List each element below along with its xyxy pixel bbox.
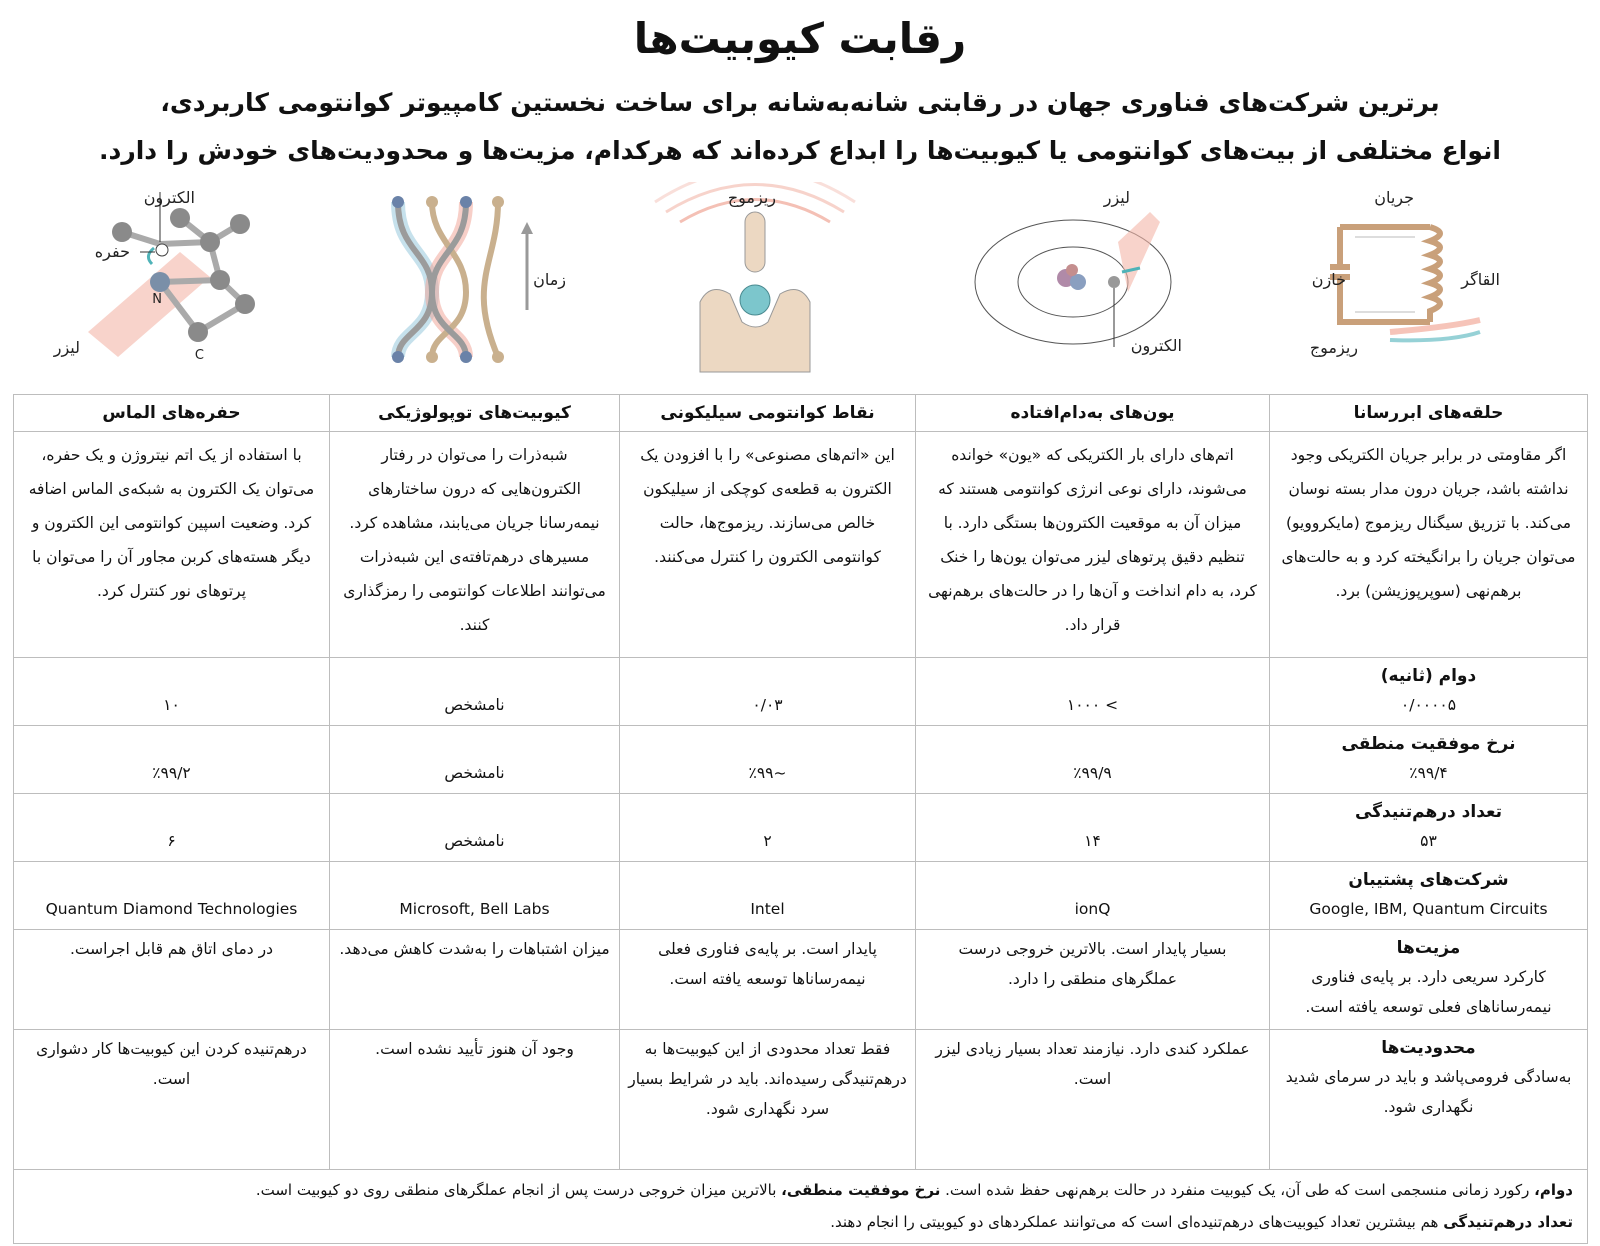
footnote-duration-term: دوام، xyxy=(1534,1181,1573,1199)
description-row xyxy=(14,432,1588,658)
entangled-row xyxy=(14,794,1588,862)
col-header-topological: کیوبیت‌های توپولوژیکی xyxy=(330,395,620,432)
entangled-topological: نامشخص xyxy=(444,832,505,850)
entangled-silicon-dots: ۲ xyxy=(763,832,772,850)
row-label-duration: دوام (ثانیه) xyxy=(1380,666,1477,686)
footnote-duration-def: رکورد زمانی منسجمی است که طی آن، یک کیوبیت منفرد در حالت برهم‌نهی حفظ شده است. xyxy=(940,1181,1535,1199)
cons-silicon-dots: فقط تعداد محدودی از این کیوبیت‌ها به درهم‌تنیدگی رسیده‌اند. باید در شرایط بسیار سرد نگهداری شود. xyxy=(628,1040,907,1118)
duration-trapped-ions: > ۱۰۰۰ xyxy=(1066,696,1119,714)
illustrations-svg xyxy=(0,182,1600,382)
label-inductor: القاگر xyxy=(1461,270,1500,289)
fidelity-silicon-dots: ~٪۹۹ xyxy=(748,764,787,782)
cons-trapped-ions: عملکرد کندی دارد. نیازمند تعداد بسیار زیادی لیزر است. xyxy=(935,1040,1250,1088)
footnote-fidelity-def: بالاترین میزان خروجی درست پس از انجام عملگرهای منطقی روی دو کیوبیت است. xyxy=(255,1181,782,1199)
carbon-atom xyxy=(170,208,190,228)
diamond-laser-beam xyxy=(88,252,210,357)
illustrations-band xyxy=(0,182,1600,382)
topological-braid-illustration xyxy=(392,196,533,363)
label-microwave-sc: ریزموج xyxy=(1309,338,1358,357)
ion-laser-beam xyxy=(1118,212,1160,292)
carbon-atom xyxy=(200,232,220,252)
desc-topological: شبه‌ذرات را می‌توان در رفتار الکترون‌هایی که درون ساختارهای نیمه‌رسانا جریان می‌یابند، مشاهده کرد. مسیرهای درهم‌تافته‌ی این شبه‌ذرات می‌توانند اطلاعات کوانتومی را رمزگذاری کنند. xyxy=(330,432,620,658)
label-c: C xyxy=(194,348,204,363)
footnote-entangled-def: هم بیشترین تعداد کیوبیت‌های درهم‌تنیده‌ای است که می‌توانند عملکردهای دو کیوبیتی را انجام دهند. xyxy=(830,1213,1444,1231)
footnote-fidelity-term: نرخ موفقیت منطقی، xyxy=(781,1181,941,1199)
desc-diamond: با استفاده از یک اتم نیتروژن و یک حفره، می‌توان یک الکترون به شبکه‌ی الماس اضافه کرد. وضعیت اسپین کوانتومی این الکترون و دیگر هسته‌های کربن مجاور آن را می‌توان با پرتوهای نور کنترل کرد. xyxy=(14,432,330,658)
label-electron-ion: الکترون xyxy=(1130,336,1182,355)
label-laser-ion: لیزر xyxy=(1103,188,1130,207)
superconducting-loop-illustration xyxy=(1330,227,1480,340)
pros-topological: میزان اشتباهات را به‌شدت کاهش می‌دهد. xyxy=(339,940,610,958)
pros-silicon-dots: پایدار است. بر پایه‌ی فناوری فعلی نیمه‌رساناها توسعه یافته است. xyxy=(658,940,877,988)
nitrogen-atom xyxy=(150,272,170,292)
duration-silicon-dots: ۰/۰۳ xyxy=(752,696,783,714)
companies-silicon-dots: Intel xyxy=(750,900,785,918)
label-laser-diamond: لیزر xyxy=(53,338,80,357)
pros-row xyxy=(14,930,1588,1030)
carbon-atom xyxy=(210,270,230,290)
desc-trapped-ions: اتم‌های دارای بار الکتریکی که «یون» خوانده می‌شوند، دارای نوعی انرژی کوانتومی هستند که میزان آن به موقعیت الکترون‌ها بستگی دارد. با تنظیم دقیق پرتوهای لیزر می‌توان یون‌ها را خنک کرد، به دام انداخت و آن‌ها را در حالت‌های برهم‌نهی قرار داد. xyxy=(916,432,1270,658)
fidelity-diamond: ٪۹۹/۲ xyxy=(152,764,191,782)
col-header-superconducting: حلقه‌های ابررسانا xyxy=(1270,395,1588,432)
ion-electron xyxy=(1108,276,1120,288)
diamond-vacancy-illustration xyxy=(88,192,255,357)
duration-topological: نامشخص xyxy=(444,696,505,714)
cons-row xyxy=(14,1030,1588,1170)
pros-superconducting: کارکرد سریعی دارد. بر پایه‌ی فناوری نیمه‌رساناهای فعلی توسعه یافته است. xyxy=(1305,968,1552,1016)
label-microwave-si: ریزموج xyxy=(727,188,776,207)
companies-trapped-ions: ionQ xyxy=(1074,900,1111,918)
header-row xyxy=(14,395,1588,432)
subtitle-line-1: برترین شرکت‌های فناوری جهان در رقابتی شانه‌به‌شانه برای ساخت نخستین کامپیوتر کوانتومی کاربردی، xyxy=(160,88,1440,117)
companies-superconducting: Google, IBM, Quantum Circuits xyxy=(1309,900,1548,918)
col-header-trapped-ions: یون‌های به‌دام‌افتاده xyxy=(916,395,1270,432)
entangled-superconducting: ۵۳ xyxy=(1420,832,1437,850)
carbon-atom xyxy=(112,222,132,242)
fidelity-topological: نامشخص xyxy=(444,764,505,782)
cons-diamond: درهم‌تنیده کردن این کیوبیت‌ها کار دشواری است. xyxy=(36,1040,307,1088)
carbon-atom xyxy=(188,322,208,342)
pros-diamond: در دمای اتاق هم قابل اجراست. xyxy=(69,940,273,958)
companies-row xyxy=(14,862,1588,930)
duration-superconducting: ۰/۰۰۰۰۵ xyxy=(1400,696,1457,714)
silicon-dot-illustration xyxy=(655,182,855,372)
electron-dot xyxy=(740,285,770,315)
label-time: زمان xyxy=(533,270,566,289)
entangled-diamond: ۶ xyxy=(167,832,176,850)
inductor-coil xyxy=(1430,227,1440,322)
label-capacitor: خازن xyxy=(1311,270,1346,289)
vacancy-hole xyxy=(156,244,168,256)
row-label-fidelity: نرخ موفقیت منطقی xyxy=(1341,734,1516,754)
fidelity-superconducting: ٪۹۹/۴ xyxy=(1409,764,1448,782)
footnote-row xyxy=(14,1170,1588,1244)
entangled-trapped-ions: ۱۴ xyxy=(1084,832,1101,850)
page-title: رقابت کیوبیت‌ها xyxy=(633,14,967,63)
row-label-entangled: تعداد درهم‌تنیدگی xyxy=(1354,802,1503,822)
trapped-ion-illustration xyxy=(975,212,1171,347)
subtitle-line-2: انواع مختلفی از بیت‌های کوانتومی یا کیوبیت‌ها را ابداع کرده‌اند که هرکدام، مزیت‌ها و محدودیت‌های خودش را دارد. xyxy=(99,136,1501,165)
companies-topological: Microsoft, Bell Labs xyxy=(399,900,550,918)
footnote xyxy=(14,1170,1588,1244)
desc-superconducting: اگر مقاومتی در برابر جریان الکتریکی وجود نداشته باشد، جریان درون مدار بسته نوسان می‌کند. با تزریق سیگنال ریزموج (مایکروویو) می‌توان جریان را برانگیخته کرد و به حالت‌های برهم‌نهی (سوپرپوزیشن) برد. xyxy=(1270,432,1588,658)
label-hole: حفره xyxy=(94,242,130,261)
fidelity-row xyxy=(14,726,1588,794)
label-current: جریان xyxy=(1374,188,1414,207)
row-label-cons: محدودیت‌ها xyxy=(1381,1038,1476,1058)
row-label-pros: مزیت‌ها xyxy=(1396,938,1461,958)
companies-diamond: Quantum Diamond Technologies xyxy=(45,900,298,918)
col-header-silicon-dots: نقاط کوانتومی سیلیکونی xyxy=(620,395,916,432)
fidelity-trapped-ions: ٪۹۹/۹ xyxy=(1073,764,1112,782)
duration-diamond: ۱۰ xyxy=(163,696,180,714)
desc-silicon-dots: این «اتم‌های مصنوعی» را با افزودن یک الکترون به قطعه‌ی کوچکی از سیلیکون خالص می‌سازند. ریزموج‌ها، حالت کوانتومی الکترون را کنترل می‌کنند. xyxy=(620,432,916,658)
carbon-atom xyxy=(235,294,255,314)
pros-trapped-ions: بسیار پایدار است. بالاترین خروجی درست عملگرهای منطقی را دارد. xyxy=(958,940,1227,988)
duration-row xyxy=(14,658,1588,726)
col-header-diamond: حفره‌های الماس xyxy=(14,395,330,432)
qubit-comparison-table xyxy=(13,394,1588,1244)
label-n: N xyxy=(152,292,162,307)
footnote-entangled-term: تعداد درهم‌تنیدگی xyxy=(1443,1213,1573,1231)
row-label-companies: شرکت‌های پشتیبان xyxy=(1348,870,1509,890)
label-electron-diamond: الکترون xyxy=(143,188,195,207)
carbon-atom xyxy=(230,214,250,234)
cons-superconducting: به‌سادگی فرومی‌پاشد و باید در سرمای شدید نگهداری شود. xyxy=(1285,1068,1572,1116)
cons-topological: وجود آن هنوز تأیید نشده است. xyxy=(375,1040,574,1058)
